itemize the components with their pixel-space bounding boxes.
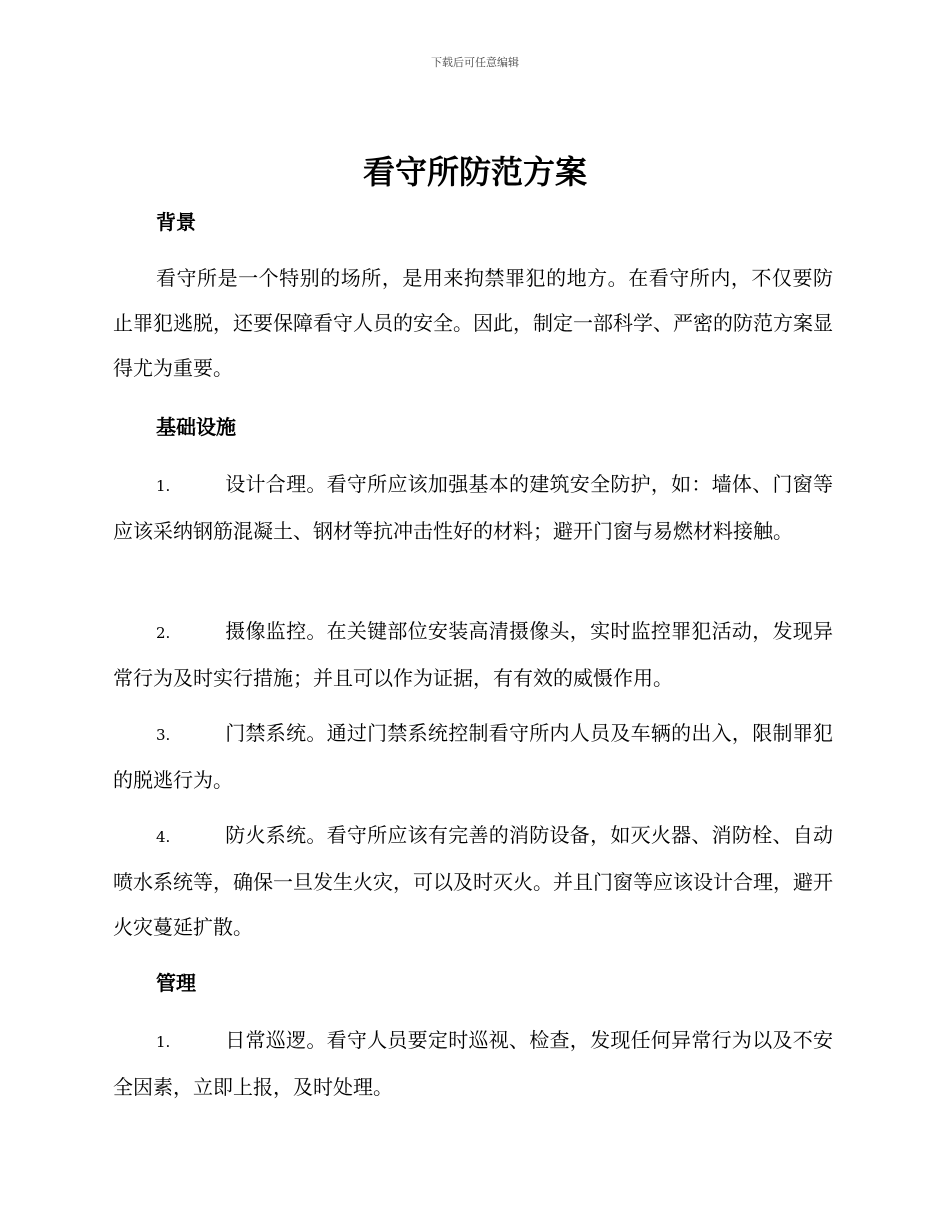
list-item [113,813,833,950]
list-item-number: 2. [156,624,171,642]
list-item-text: 设计合理。看守所应该加强基本的建筑安全防护，如：墙体、门窗等应该采纳钢筋混凝土、钢材等抗冲击性好的材料；避开门窗与易燃材料接触。 [113,472,833,543]
list-item-number: 3. [156,726,171,744]
list-item [113,711,833,803]
list-item [113,1018,833,1110]
section-heading-management: 管理 [156,971,196,995]
list-item-text: 门禁系统。通过门禁系统控制看守所内人员及车辆的出入，限制罪犯的脱逃行为。 [113,721,833,792]
list-item-text: 摄像监控。在关键部位安装高清摄像头，实时监控罪犯活动，发现异常行为及时实行措施；并且可以作为证据，有有效的威慑作用。 [113,619,833,690]
document-title: 看守所防范方案 [362,153,587,191]
list-item [113,462,833,554]
header-note: 下载后可任意编辑 [431,56,519,69]
list-item-number: 4. [156,828,171,846]
list-item-text: 日常巡逻。看守人员要定时巡视、检查，发现任何异常行为以及不安全因素，立即上报，及时处理。 [113,1028,833,1099]
background-paragraph: 看守所是一个特别的场所，是用来拘禁罪犯的地方。在看守所内，不仅要防止罪犯逃脱，还要保障看守人员的安全。因此，制定一部科学、严密的防范方案显得尤为重要。 [113,266,833,380]
list-item-number: 1. [156,477,171,495]
section-heading-background: 背景 [156,210,196,234]
list-item [113,609,833,701]
section-heading-infrastructure: 基础设施 [156,415,236,439]
list-item-number: 1. [156,1033,171,1051]
list-item-text: 防火系统。看守所应该有完善的消防设备，如灭火器、消防栓、自动喷水系统等，确保一旦发生火灾，可以及时灭火。并且门窗等应该设计合理，避开火灾蔓延扩散。 [113,823,833,939]
